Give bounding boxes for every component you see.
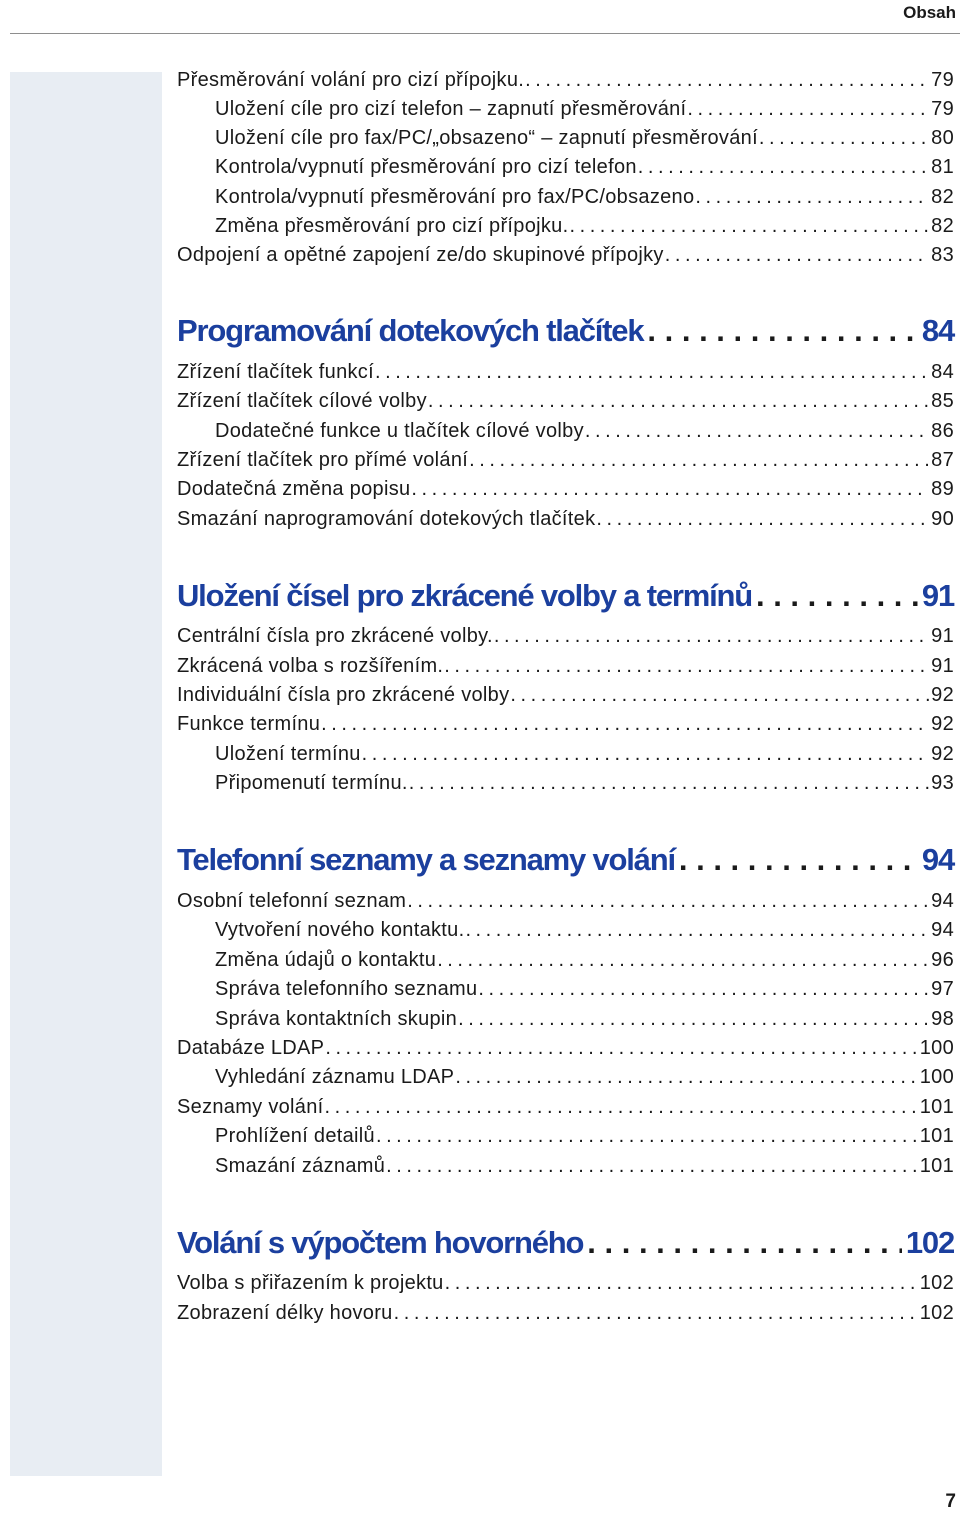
toc-entry-page: 92 — [931, 684, 954, 706]
toc-entry-page: 91 — [931, 655, 954, 677]
toc-entry[interactable] — [215, 946, 954, 975]
toc-entry-label: Změna údajů o kontaktu — [215, 949, 437, 971]
toc-entry-label: Zobrazení délky hovoru — [177, 1302, 393, 1324]
page-header-title: Obsah — [903, 3, 956, 22]
toc-entry-label: Uložení termínu — [215, 743, 361, 765]
toc-entry[interactable] — [215, 124, 954, 153]
toc-entry[interactable] — [215, 183, 954, 212]
toc-dot-leader — [638, 153, 929, 182]
toc-entry[interactable] — [215, 1122, 954, 1151]
toc-dot-leader — [376, 1122, 918, 1151]
toc-entry-label: Prohlížení detailů — [215, 1125, 375, 1147]
toc-entry-page: 84 — [931, 361, 954, 383]
toc-entry-page: 92 — [931, 713, 954, 735]
toc-entry[interactable] — [215, 212, 954, 241]
toc-entry-label: Kontrola/vypnutí přesměrování pro fax/PC/obsazeno — [215, 186, 695, 208]
toc-section-page: 94 — [921, 842, 954, 877]
toc-dot-leader — [585, 417, 929, 446]
toc-entry[interactable] — [177, 652, 954, 681]
toc-entry-label: Vytvoření nového kontaktu. — [215, 919, 465, 941]
toc-entry-label: Dodatečné funkce u tlačítek cílové volby — [215, 420, 584, 442]
toc-dot-leader — [569, 212, 929, 241]
toc-entry-page: 83 — [931, 244, 954, 266]
toc-dot-leader — [325, 1034, 917, 1063]
toc-section-page: 102 — [905, 1225, 954, 1260]
toc-entry[interactable] — [177, 475, 954, 504]
toc-entry[interactable] — [215, 95, 954, 124]
toc-entry-page: 100 — [919, 1066, 954, 1088]
toc-entry-page: 86 — [931, 420, 954, 442]
toc-entry-label: Zkrácená volba s rozšířením. — [177, 655, 444, 677]
toc-entry[interactable] — [215, 1063, 954, 1092]
toc-entry[interactable] — [215, 1152, 954, 1181]
toc-section-label: Telefonní seznamy a seznamy volání — [177, 842, 675, 877]
toc-dot-leader — [469, 446, 929, 475]
toc-entry[interactable] — [177, 387, 954, 416]
toc-entry-label: Databáze LDAP — [177, 1037, 325, 1059]
toc-dot-leader — [409, 769, 929, 798]
sidebar-panel — [10, 72, 162, 1476]
toc-entry[interactable] — [177, 887, 954, 916]
toc-dot-leader — [695, 183, 929, 212]
toc-entry-page: 96 — [931, 949, 954, 971]
toc-dot-leader — [455, 1063, 917, 1092]
toc-dot-leader — [596, 505, 929, 534]
page-number: 7 — [945, 1491, 956, 1512]
toc-entry-label: Seznamy volání — [177, 1096, 324, 1118]
toc-dot-leader — [325, 1093, 918, 1122]
toc-dot-leader — [394, 1299, 918, 1328]
toc-entry-label: Správa telefonního seznamu — [215, 978, 478, 1000]
toc-entry-label: Přesměrování volání pro cizí přípojku. — [177, 69, 525, 91]
toc-entry-label: Zřízení tlačítek pro přímé volání — [177, 449, 469, 471]
toc-dot-leader — [362, 740, 929, 769]
toc-entry[interactable] — [177, 681, 954, 710]
toc-entry-page: 92 — [931, 743, 954, 765]
toc-entry-page: 82 — [931, 186, 954, 208]
toc-dot-leader — [458, 1005, 929, 1034]
toc-dot-leader — [679, 838, 918, 882]
toc-entry-page: 102 — [919, 1272, 954, 1294]
toc-entry-page: 79 — [931, 98, 954, 120]
toc-entry[interactable] — [177, 622, 954, 651]
toc-dot-leader — [386, 1152, 918, 1181]
toc-dot-leader — [445, 1269, 918, 1298]
toc-entry-label: Změna přesměrování pro cizí přípojku. — [215, 215, 569, 237]
toc-entry-label: Zřízení tlačítek funkcí — [177, 361, 374, 383]
toc-section-heading[interactable] — [177, 574, 954, 618]
toc-entry-page: 90 — [931, 508, 954, 530]
header-divider — [10, 33, 960, 34]
toc-dot-leader — [437, 946, 929, 975]
toc-section-heading[interactable] — [177, 838, 954, 882]
toc-entry[interactable] — [215, 153, 954, 182]
toc-entry-page: 79 — [931, 69, 954, 91]
toc-entry[interactable] — [177, 66, 954, 95]
toc-entry-label: Dodatečná změna popisu — [177, 478, 411, 500]
toc-entry-label: Odpojení a opětné zapojení ze/do skupinové přípojky — [177, 244, 664, 266]
toc-entry[interactable] — [177, 1093, 954, 1122]
toc-entry[interactable] — [177, 505, 954, 534]
toc-section-label: Programování dotekových tlačítek — [177, 313, 644, 348]
toc-entry[interactable] — [215, 1005, 954, 1034]
toc-dot-leader — [465, 916, 929, 945]
toc-entry-label: Smazání záznamů — [215, 1155, 386, 1177]
toc-entry-label: Volba s přiřazením k projektu — [177, 1272, 444, 1294]
toc-entry-page: 93 — [931, 772, 954, 794]
toc-entry-label: Správa kontaktních skupin — [215, 1008, 458, 1030]
toc-entry-page: 80 — [931, 127, 954, 149]
toc-entry[interactable] — [177, 358, 954, 387]
toc-entry-page: 101 — [919, 1155, 954, 1177]
toc-dot-leader — [375, 358, 929, 387]
toc-entry[interactable] — [177, 446, 954, 475]
toc-dot-leader — [444, 652, 929, 681]
toc-entry-label: Připomenutí termínu. — [215, 772, 408, 794]
toc-entry[interactable] — [177, 1034, 954, 1063]
toc-entry[interactable] — [177, 1299, 954, 1328]
toc-entry-page: 98 — [931, 1008, 954, 1030]
toc-entry[interactable] — [177, 710, 954, 739]
toc-entry-label: Uložení cíle pro fax/PC/„obsazeno“ – zapnutí přesměrování — [215, 127, 758, 149]
toc-dot-leader — [756, 574, 918, 618]
toc-section-label: Volání s výpočtem hovorného — [177, 1225, 584, 1260]
toc-dot-leader — [525, 66, 929, 95]
toc-entry-page: 97 — [931, 978, 954, 1000]
toc-entry-label: Uložení cíle pro cizí telefon – zapnutí přesměrování — [215, 98, 687, 120]
toc-entry-page: 82 — [931, 215, 954, 237]
toc-entry-page: 87 — [931, 449, 954, 471]
toc-entry-page: 85 — [931, 390, 954, 412]
toc-dot-leader — [510, 681, 929, 710]
toc-entry-label: Vyhledání záznamu LDAP — [215, 1066, 455, 1088]
toc-dot-leader — [478, 975, 929, 1004]
toc-entry[interactable] — [215, 975, 954, 1004]
toc-entry-page: 89 — [931, 478, 954, 500]
toc-entry-label: Smazání naprogramování dotekových tlačítek — [177, 508, 596, 530]
toc-entry-label: Kontrola/vypnutí přesměrování pro cizí telefon — [215, 156, 637, 178]
toc-entry[interactable] — [177, 241, 954, 270]
toc-section-label: Uložení čísel pro zkrácené volby a termínů — [177, 578, 752, 613]
toc-dot-leader — [411, 475, 929, 504]
toc-section-heading[interactable] — [177, 1221, 954, 1265]
toc-entry-label: Centrální čísla pro zkrácené volby. — [177, 625, 493, 647]
toc-dot-leader — [321, 710, 929, 739]
toc-section-page: 91 — [921, 578, 954, 613]
toc-entry[interactable] — [215, 417, 954, 446]
toc-entry[interactable] — [215, 740, 954, 769]
toc-dot-leader — [587, 1221, 902, 1265]
toc-entry-label: Funkce termínu — [177, 713, 321, 735]
toc-entry-page: 94 — [931, 919, 954, 941]
toc-dot-leader — [494, 622, 929, 651]
toc-entry-label: Individuální čísla pro zkrácené volby — [177, 684, 510, 706]
toc-dot-leader — [665, 241, 929, 270]
toc-entry-page: 100 — [919, 1037, 954, 1059]
toc-entry-page: 94 — [931, 890, 954, 912]
toc-dot-leader — [428, 387, 929, 416]
toc-entry-label: Osobní telefonní seznam — [177, 890, 407, 912]
toc-dot-leader — [647, 309, 918, 353]
toc-entry-page: 101 — [919, 1096, 954, 1118]
toc-section-page: 84 — [921, 313, 954, 348]
toc-entry-page: 81 — [931, 156, 954, 178]
toc-entry-page: 101 — [919, 1125, 954, 1147]
toc-entry[interactable] — [215, 769, 954, 798]
toc-entry-page: 91 — [931, 625, 954, 647]
toc-dot-leader — [687, 95, 929, 124]
toc-entry-page: 102 — [919, 1302, 954, 1324]
toc-entry-label: Zřízení tlačítek cílové volby — [177, 390, 427, 412]
toc-entry[interactable] — [177, 1269, 954, 1298]
toc-dot-leader — [759, 124, 929, 153]
toc-section-heading[interactable] — [177, 309, 954, 353]
toc-entry[interactable] — [215, 916, 954, 945]
toc-dot-leader — [407, 887, 929, 916]
